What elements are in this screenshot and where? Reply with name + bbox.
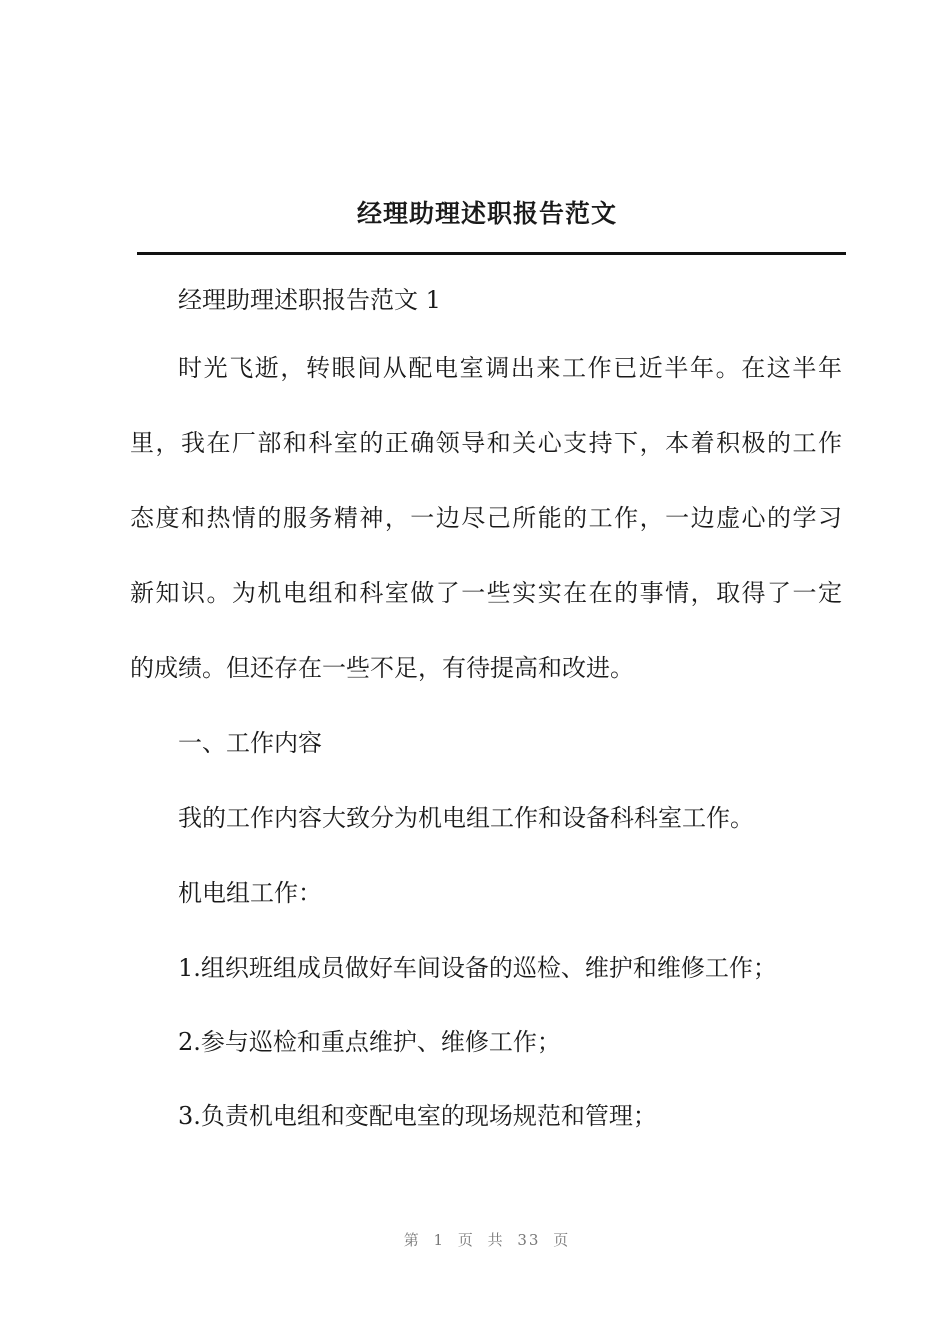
section-subtitle: 经理助理述职报告范文 1 (178, 286, 441, 314)
list-item: 1.组织班组成员做好车间设备的巡检、维护和维修工作； (178, 954, 777, 982)
paragraph-line: 新知识。为机电组和科室做了一些实实在在的事情，取得了一定 (130, 579, 842, 607)
paragraph-line: 的成绩。但还存在一些不足，有待提高和改进。 (130, 654, 634, 682)
list-item: 2.参与巡检和重点维护、维修工作； (178, 1028, 561, 1056)
document-title: 经理助理述职报告范文 (356, 199, 617, 228)
paragraph-line: 态度和热情的服务精神，一边尽己所能的工作，一边虚心的学习 (130, 504, 842, 532)
title-underline (137, 252, 846, 255)
section-intro: 我的工作内容大致分为机电组工作和设备科科室工作。 (178, 804, 754, 832)
page-number-footer: 第 1 页 共 33 页 (403, 1231, 571, 1249)
sub-heading: 机电组工作： (178, 879, 322, 907)
paragraph-line: 里，我在厂部和科室的正确领导和关心支持下，本着积极的工作 (130, 429, 842, 457)
section-heading: 一、工作内容 (178, 729, 322, 757)
paragraph-line: 时光飞逝，转眼间从配电室调出来工作已近半年。在这半年 (178, 354, 842, 382)
list-item: 3.负责机电组和变配电室的现场规范和管理； (178, 1102, 657, 1130)
